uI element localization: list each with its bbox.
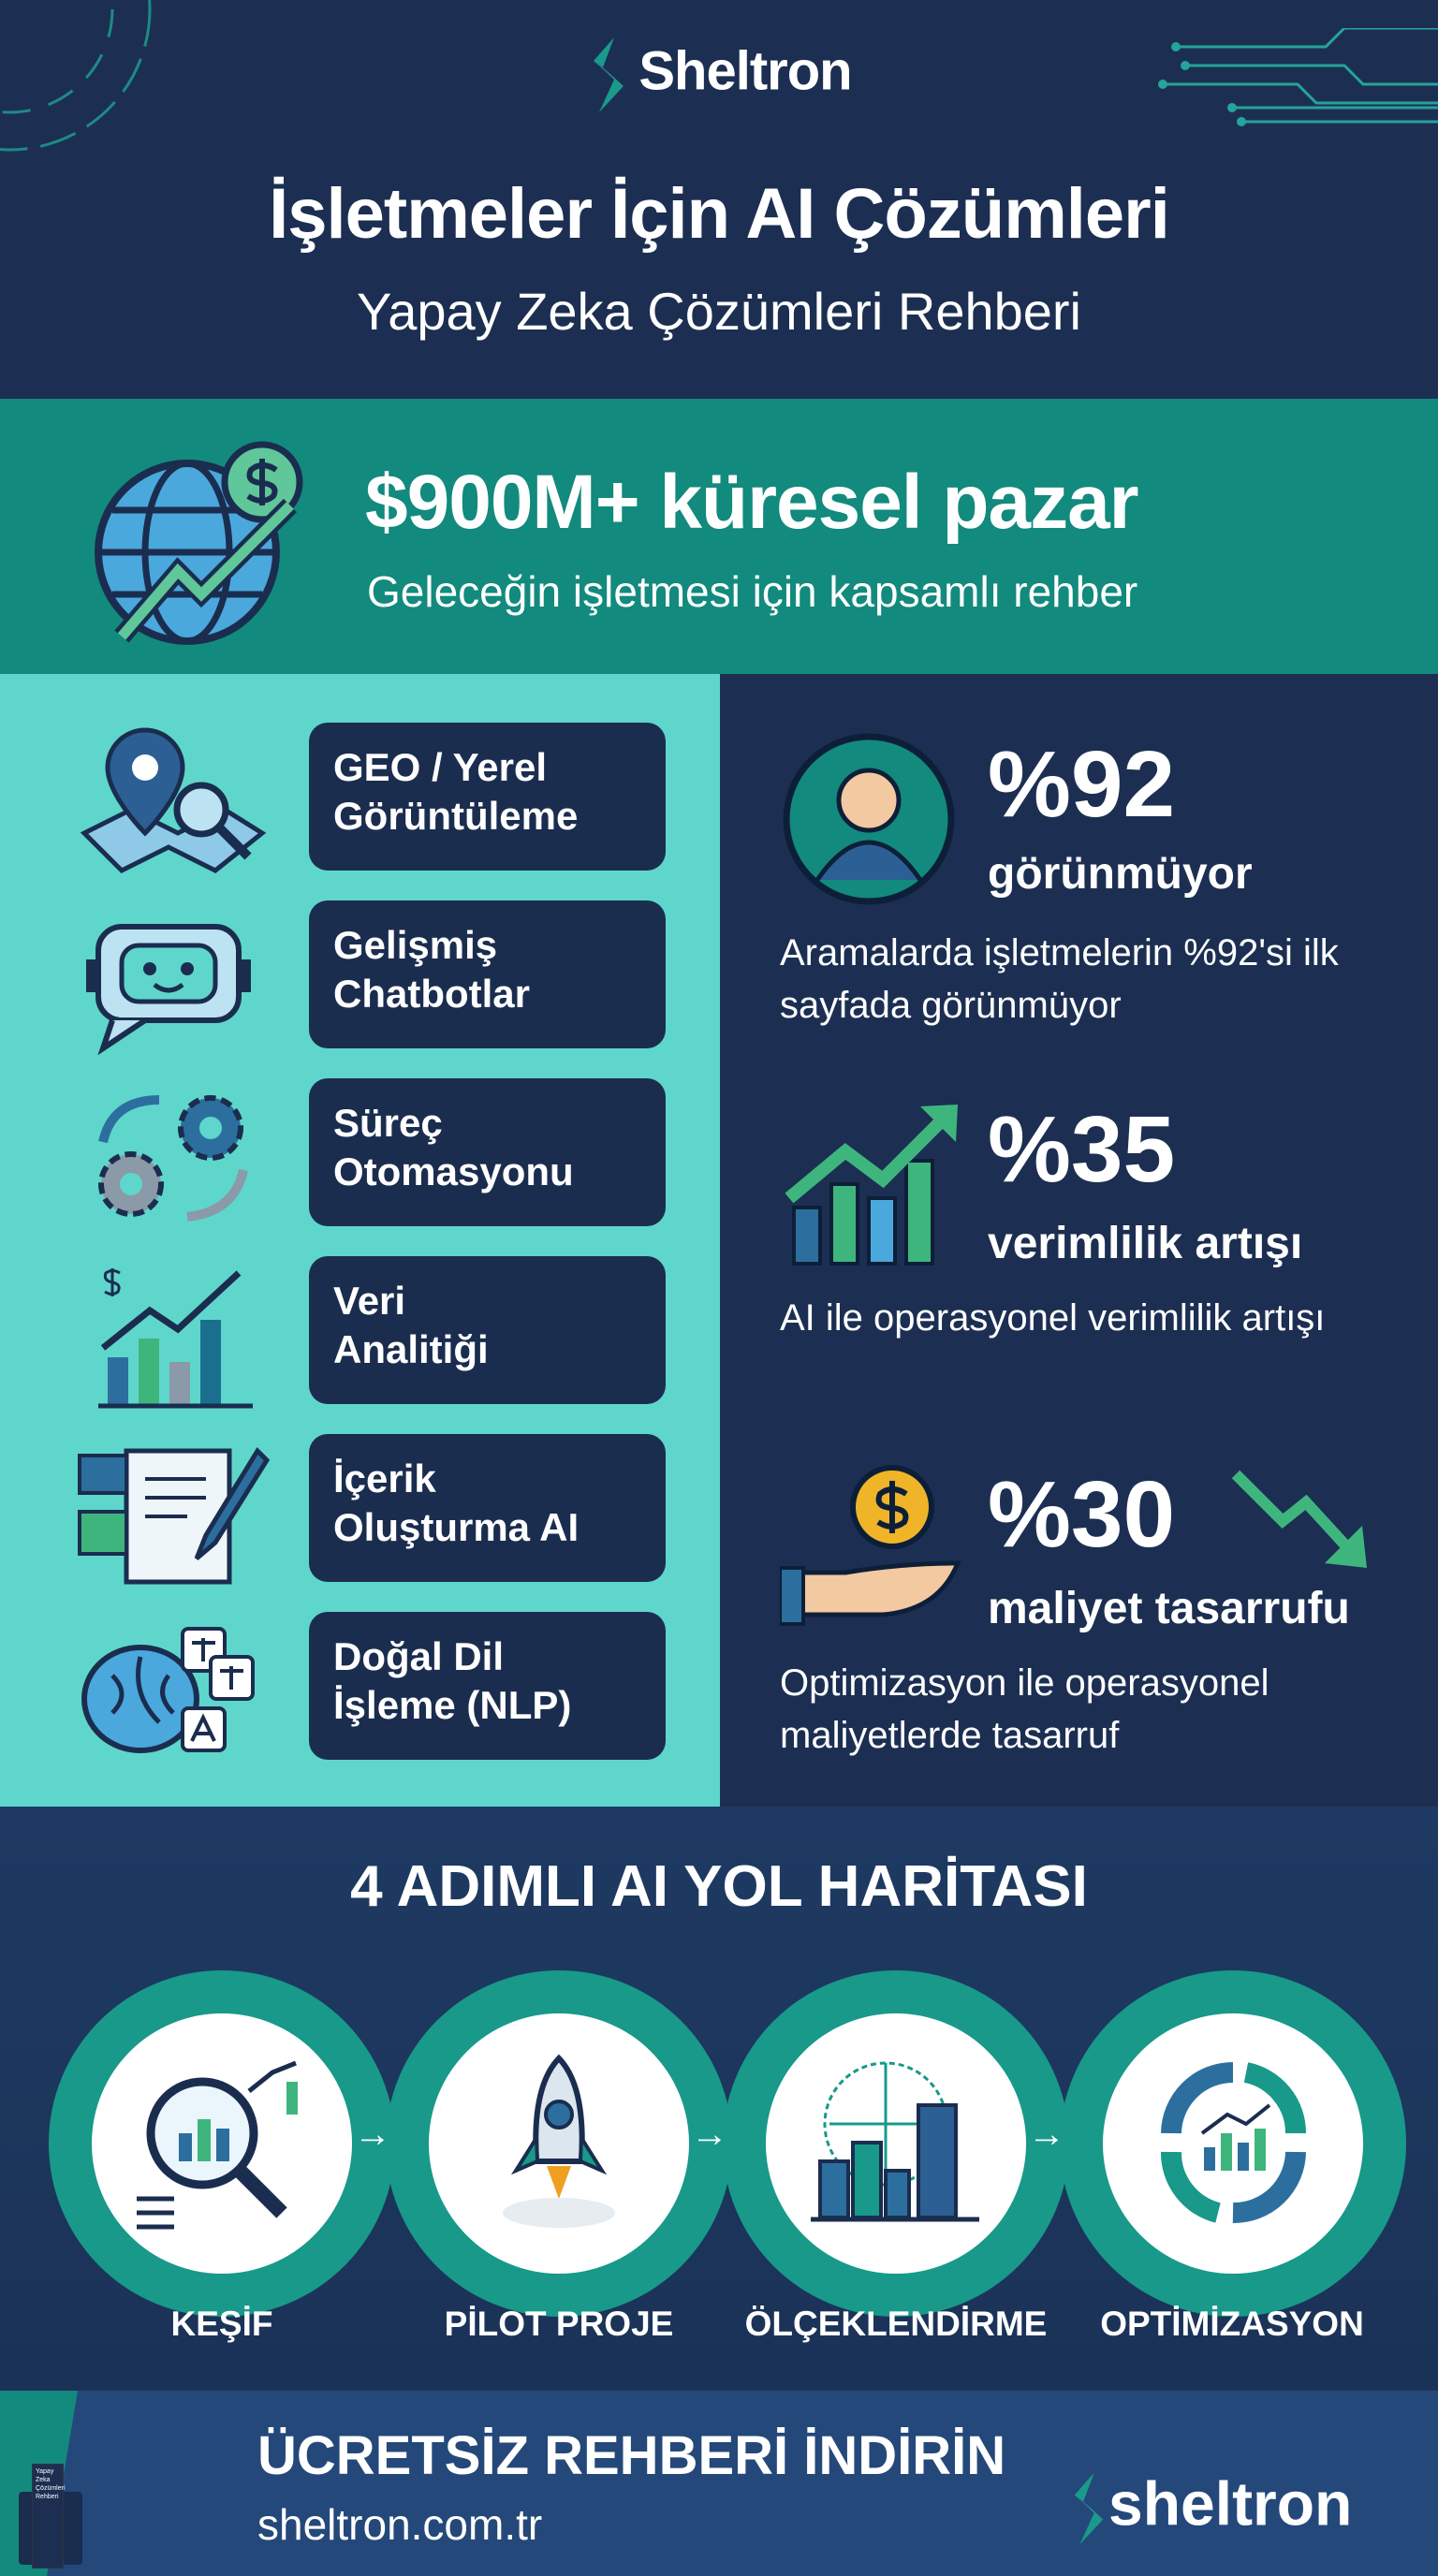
- feature-label: Chatbotlar: [333, 972, 530, 1016]
- feature-label: Otomasyonu: [333, 1149, 574, 1193]
- stat-description: Aramalarda işletmelerin %92'si ilk sayfada görünmüyor: [780, 932, 1339, 1026]
- city-network-icon: [792, 2040, 1000, 2247]
- stat-label: verimlilik artışı: [988, 1219, 1303, 1268]
- stat-label: görünmüyor: [988, 849, 1253, 899]
- feature-card-content-ai[interactable]: [309, 1434, 666, 1582]
- footer-logo-text: sheltron: [1108, 2468, 1353, 2539]
- roadmap-step-optimization: [1060, 1970, 1406, 2317]
- growth-chart-icon: [780, 1095, 967, 1273]
- roadmap-title: 4 ADIMLI AI YOL HARİTASI: [350, 1854, 1088, 1919]
- sheltron-logo-icon: [1067, 2462, 1108, 2555]
- arrow-right-icon: →: [354, 2114, 391, 2155]
- stat-value: %92: [988, 732, 1176, 837]
- brand-logo: [0, 37, 1438, 112]
- feature-label: Gelişmiş: [333, 923, 498, 967]
- coin-hand-icon: [780, 1460, 967, 1638]
- stat-description: AI ile operasyonel verimlilik artışı: [780, 1297, 1326, 1339]
- magnifier-chart-icon: [118, 2040, 326, 2247]
- roadmap-step-label: OPTİMİZASYON: [1100, 2305, 1364, 2343]
- feature-label: GEO / Yerel: [333, 745, 548, 789]
- stat-description: Optimizasyon ile operasyonel maliyetlerde tasarruf: [780, 1662, 1269, 1756]
- user-avatar-icon: [780, 730, 958, 908]
- feature-label: Analitiği: [333, 1327, 489, 1371]
- stat-value: %30: [988, 1462, 1176, 1567]
- market-subtext: Geleceğin işletmesi için kapsamlı rehber: [367, 567, 1138, 616]
- stat-label: maliyet tasarrufu: [988, 1584, 1350, 1633]
- download-guide-cta[interactable]: ÜCRETSİZ REHBERİ İNDİRİN: [257, 2425, 1006, 2486]
- page-subtitle: Yapay Zeka Çözümleri Rehberi: [357, 282, 1081, 341]
- feature-card-chatbots[interactable]: [309, 900, 666, 1048]
- feature-card-nlp[interactable]: [309, 1612, 666, 1760]
- roadmap-step-label: KEŞİF: [170, 2305, 273, 2343]
- chatbot-icon: [75, 899, 271, 1058]
- feature-label: Görüntüleme: [333, 794, 579, 838]
- feature-label: İşleme (NLP): [333, 1683, 572, 1727]
- roadmap-step-label: ÖLÇEKLENDİRME: [744, 2305, 1048, 2343]
- arrow-right-icon: →: [691, 2114, 728, 2155]
- roadmap-step-pilot: [386, 1970, 732, 2317]
- optimization-cycle-icon: [1129, 2040, 1337, 2247]
- feature-card-geo[interactable]: [309, 723, 666, 871]
- map-pin-search-icon: [75, 721, 271, 880]
- feature-label: Veri: [333, 1279, 406, 1323]
- arrow-right-icon: →: [1028, 2114, 1065, 2155]
- roadmap-step-label: PİLOT PROJE: [444, 2305, 674, 2343]
- bar-chart-icon: [75, 1254, 271, 1413]
- down-trend-arrow-icon: [1231, 1465, 1381, 1577]
- feature-label: Oluşturma AI: [333, 1505, 580, 1549]
- website-link[interactable]: sheltron.com.tr: [257, 2500, 543, 2549]
- content-pen-icon: [75, 1432, 271, 1591]
- sheltron-logo-icon: [586, 37, 629, 112]
- feature-label: İçerik: [333, 1456, 436, 1500]
- footer-logo: [1067, 2462, 1352, 2555]
- feature-card-analytics[interactable]: [309, 1256, 666, 1404]
- feature-card-automation[interactable]: [309, 1078, 666, 1226]
- feature-label: Süreç: [333, 1101, 443, 1145]
- gears-cycle-icon: [75, 1076, 271, 1236]
- guide-book-cover: [32, 2464, 64, 2569]
- brand-name: Sheltron: [638, 40, 852, 102]
- market-headline: $900M+ küresel pazar: [365, 460, 1138, 545]
- book-title: Yapay Zeka Çözümleri Rehberi: [36, 2468, 66, 2500]
- globe-dollar-growth-icon: [94, 431, 318, 655]
- roadmap-step-scaling: [723, 1970, 1069, 2317]
- stat-value: %35: [988, 1097, 1176, 1202]
- feature-label: Doğal Dil: [333, 1634, 505, 1678]
- roadmap-step-discovery: [49, 1970, 395, 2317]
- rocket-icon: [455, 2040, 663, 2247]
- brain-translate-icon: [75, 1610, 271, 1769]
- page-title: İşletmeler İçin AI Çözümleri: [269, 174, 1169, 254]
